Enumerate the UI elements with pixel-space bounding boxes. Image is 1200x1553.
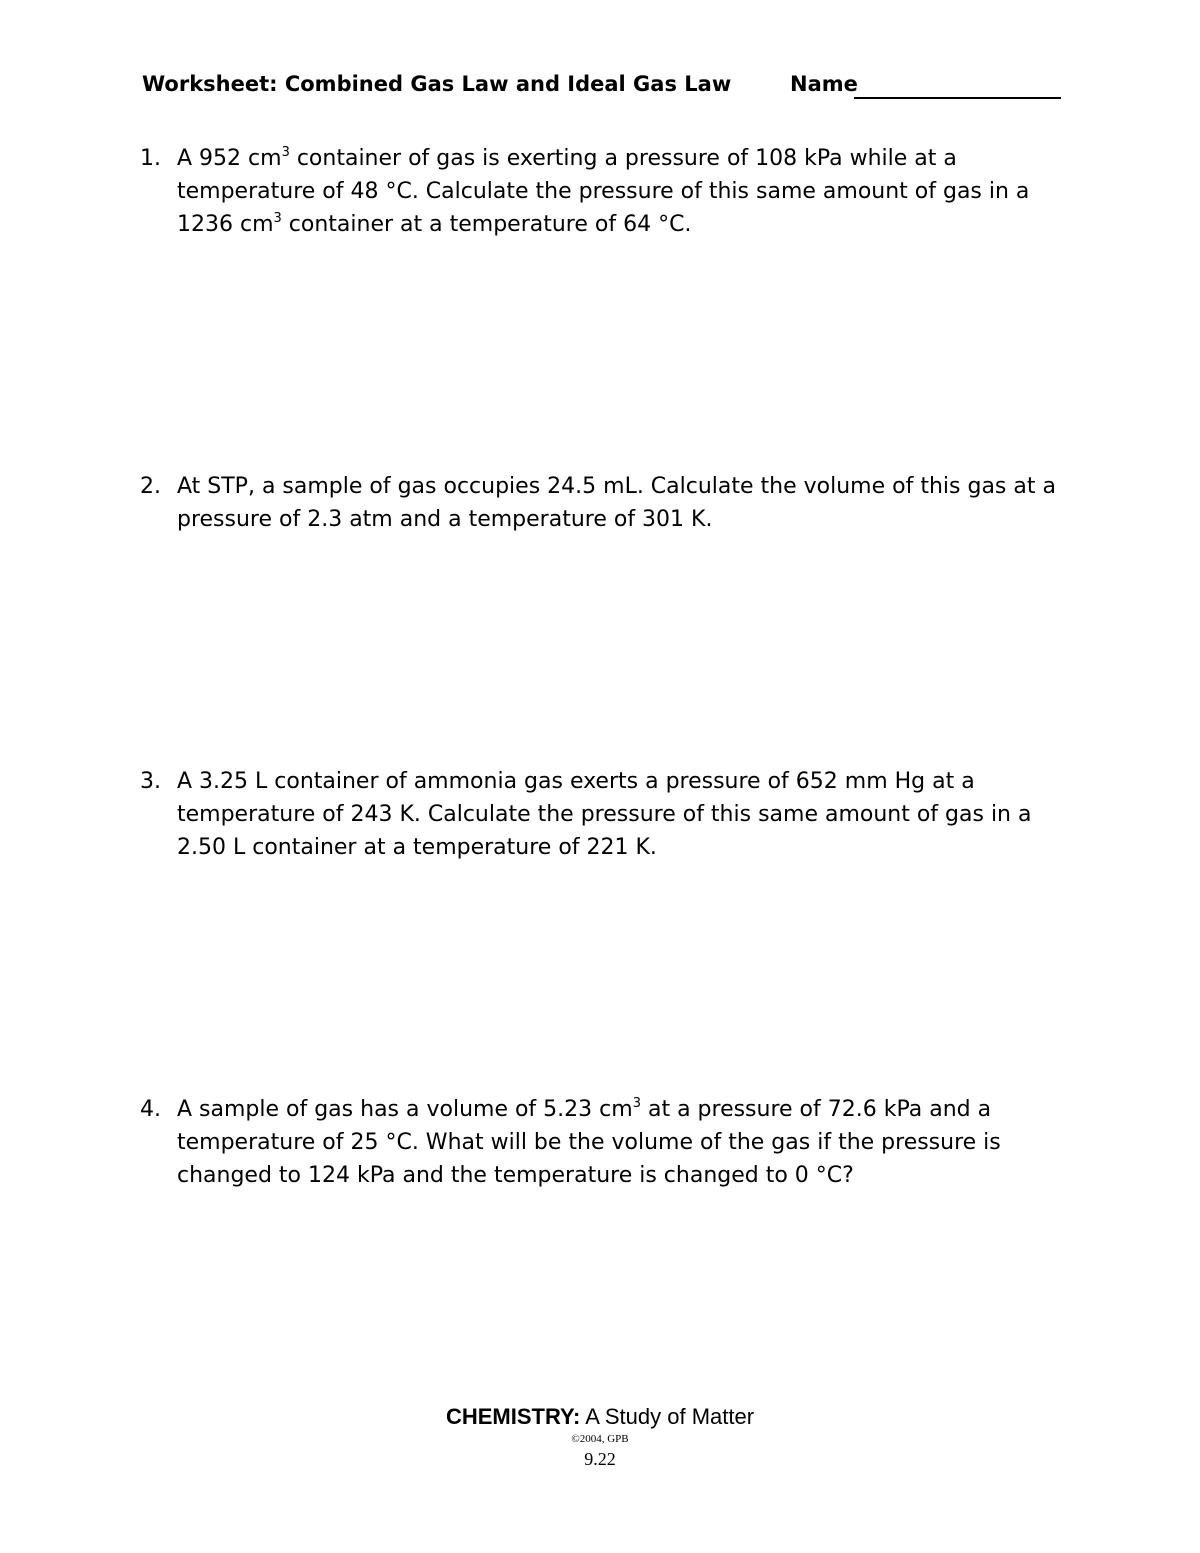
question-text <box>177 1093 1070 1192</box>
question-3 <box>140 765 1070 864</box>
question-4 <box>140 1093 1070 1192</box>
worksheet-title: Worksheet: Combined Gas Law and Ideal Gas Law <box>142 72 732 96</box>
question-text <box>177 142 1070 241</box>
name-label: Name <box>790 72 858 96</box>
question-line: temperature of 243 K. Calculate the pressure of this same amount of gas in a <box>177 802 1032 827</box>
question-number: 1. <box>140 146 161 171</box>
question-line: pressure of 2.3 atm and a temperature of 301 K. <box>177 507 713 532</box>
question-2 <box>140 470 1070 536</box>
footer-copyright: ©2004, GPB <box>571 1433 629 1445</box>
question-line: changed to 124 kPa and the temperature is changed to 0 °C? <box>177 1163 854 1188</box>
worksheet-header <box>142 72 1062 106</box>
question-line: A 3.25 L container of ammonia gas exerts a pressure of 652 mm Hg at a <box>177 769 975 794</box>
question-text <box>177 470 1070 536</box>
question-line: A sample of gas has a volume of 5.23 $cm^3$ at a pressure of 72.6 kPa and a <box>177 1096 992 1122</box>
page-number: 9.22 <box>584 1449 616 1469</box>
question-text <box>177 765 1070 864</box>
question-number: 4. <box>140 1097 161 1122</box>
question-line: temperature of 25 °C. What will be the volume of the gas if the pressure is <box>177 1130 1001 1155</box>
question-line: 2.50 L container at a temperature of 221 K. <box>177 835 657 860</box>
question-line: At STP, a sample of gas occupies 24.5 mL. Calculate the volume of this gas at a <box>177 474 1056 499</box>
question-1 <box>140 142 1070 241</box>
question-number: 2. <box>140 474 161 499</box>
question-number: 3. <box>140 769 161 794</box>
question-line: 1236 $cm^3$ container at a temperature of 64 °C. <box>177 211 692 237</box>
question-line: temperature of 48 °C. Calculate the pressure of this same amount of gas in a <box>177 179 1030 204</box>
name-blank-line[interactable] <box>854 97 1061 99</box>
footer-book-title: CHEMISTRY: A Study of Matter <box>445 1404 755 1429</box>
question-line: A 952 $cm^3$ container of gas is exerting a pressure of 108 kPa while at a <box>177 145 957 171</box>
